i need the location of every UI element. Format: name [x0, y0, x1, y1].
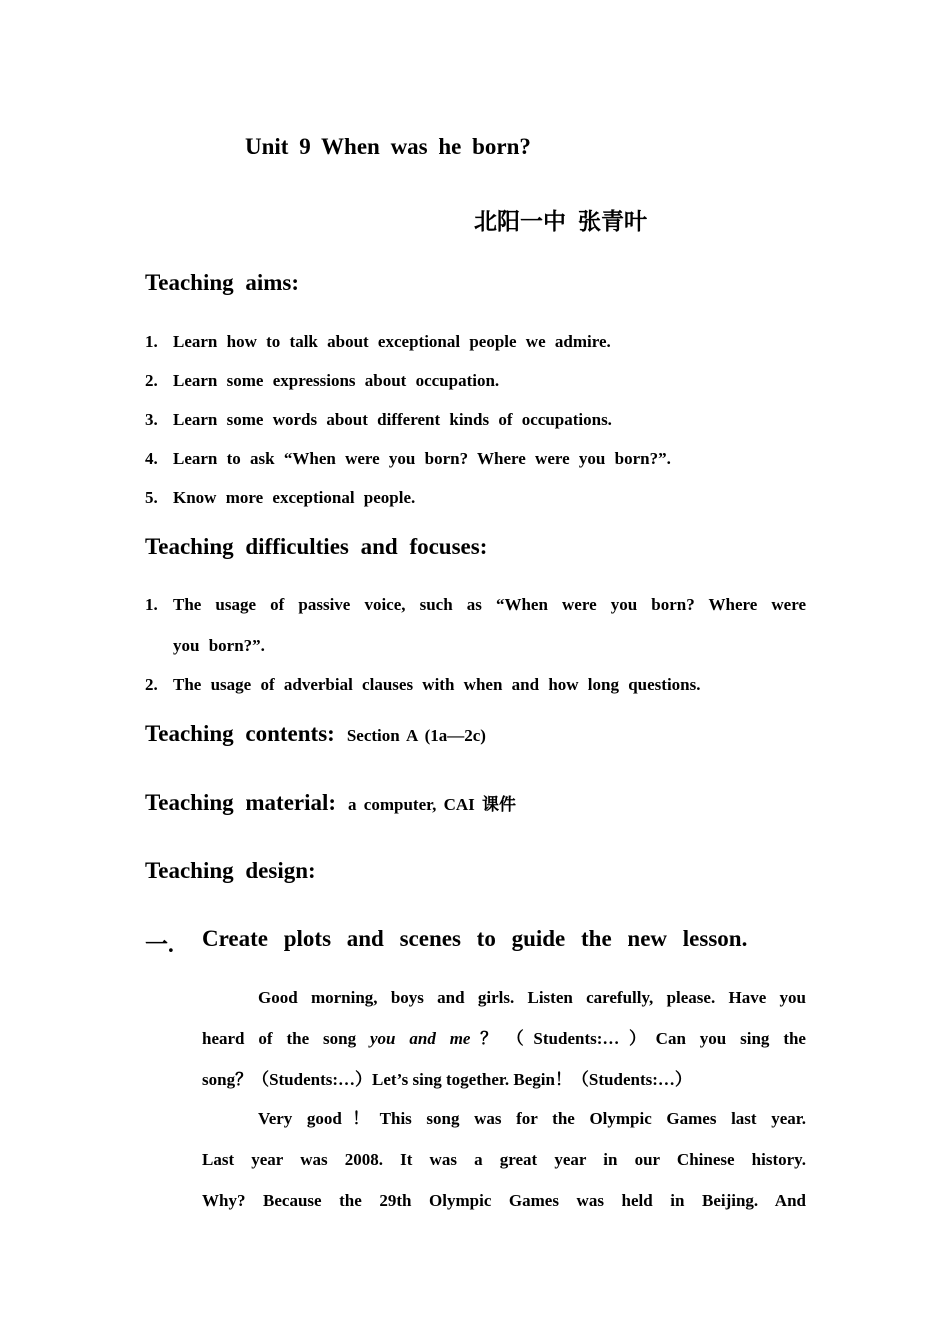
paragraph-line [202, 1018, 806, 1059]
section-title: Create plots and scenes to guide the new lesson. [202, 926, 748, 951]
paragraph-line: song？（Students:…）Let’s sing together. Begin！（Students:…） [202, 1070, 692, 1089]
difficulty-text-line1: The usage of passive voice, such as “When were you born? Where were [173, 595, 806, 614]
difficulty-number: 2. [145, 675, 158, 694]
song-title: you and me [369, 1029, 471, 1048]
difficulties-heading: Teaching difficulties and focuses: [145, 534, 488, 559]
text-run: ？（Students:…）Can you sing the [470, 1029, 806, 1048]
aim-number: 2. [145, 371, 158, 390]
paragraph-line: Why? Because the 29th Olympic Games was held in Beijing. And [202, 1191, 806, 1210]
aim-text: Learn some words about different kinds of occupations. [173, 410, 612, 429]
section-number: 一. [145, 932, 174, 957]
aim-number: 4. [145, 449, 158, 468]
material-value: a computer, CAI 课件 [348, 795, 517, 814]
aim-number: 5. [145, 488, 158, 507]
difficulty-number: 1. [145, 595, 158, 614]
material-label: Teaching material: [145, 790, 337, 815]
contents-label: Teaching contents: [145, 721, 335, 746]
document-title: Unit 9 When was he born? [245, 134, 531, 159]
difficulty-text-line1: The usage of adverbial clauses with when and how long questions. [173, 675, 701, 694]
paragraph-line: Good morning, boys and girls. Listen carefully, please. Have you [258, 988, 806, 1007]
aim-text: Learn how to talk about exceptional people we admire. [173, 332, 611, 351]
aims-heading: Teaching aims: [145, 270, 300, 295]
aim-text: Learn to ask “When were you born? Where were you born?”. [173, 449, 671, 468]
contents-value: Section A (1a—2c) [346, 726, 486, 745]
paragraph-line: Last year was 2008. It was a great year in our Chinese history. [202, 1150, 806, 1169]
aim-text: Learn some expressions about occupation. [173, 371, 500, 390]
aim-number: 3. [145, 410, 158, 429]
aim-number: 1. [145, 332, 158, 351]
text-run: heard of the song [202, 1029, 370, 1048]
difficulty-text-line2: you born?”. [173, 636, 265, 655]
material-row [145, 790, 516, 816]
design-heading: Teaching design: [145, 858, 316, 883]
author-line: 北阳一中 张青叶 [474, 209, 648, 235]
contents-row [145, 721, 486, 747]
paragraph-line: Very good！This song was for the Olympic Games last year. [258, 1109, 806, 1128]
aim-text: Know more exceptional people. [173, 488, 416, 507]
